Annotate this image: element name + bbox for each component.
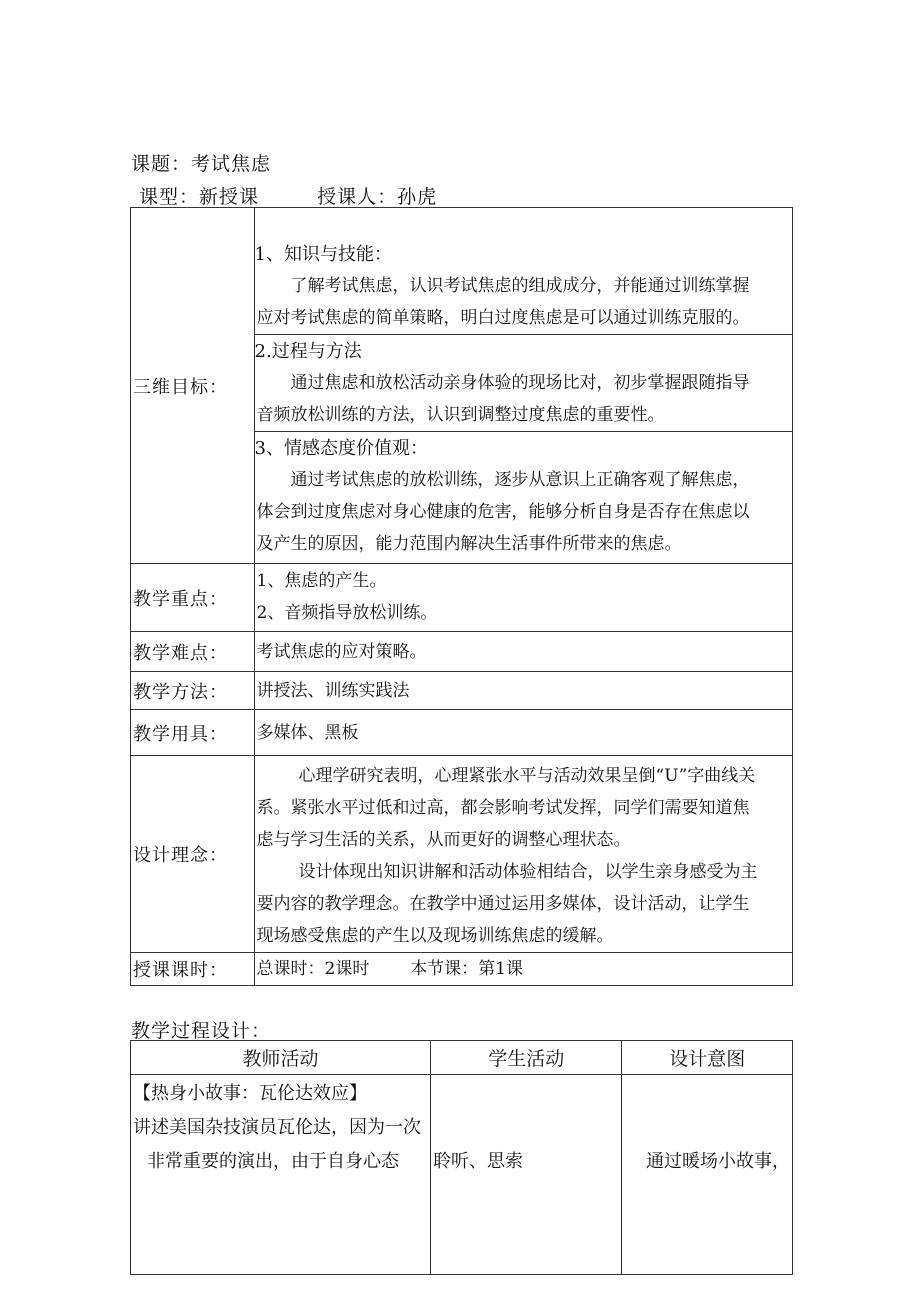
concept-cell: [254, 756, 792, 953]
goal3-line: 通过考试焦虑的放松训练，逐步从意识上正确客观了解焦虑，: [290, 470, 750, 490]
type-value: 新授课: [199, 186, 260, 208]
concept-line: 系。紧张水平过低和过高，都会影响考试发挥，同学们需要知道焦: [256, 798, 750, 818]
design-intent: 通过暖场小故事，: [622, 1075, 793, 1275]
teacher-activity-line: 非常重要的演出，由于自身心态: [147, 1151, 399, 1172]
goal1-line: 了解考试焦虑，认识考试焦虑的组成成分，并能通过训练掌握: [290, 276, 750, 296]
key-item: 2、音频指导放松训练。: [256, 603, 438, 623]
lesson-type-row: [139, 182, 437, 209]
goal3-cell: [254, 432, 792, 564]
topic-value: 考试焦虑: [191, 153, 272, 175]
goal2-line: 通过焦虑和放松活动亲身体验的现场比对，初步掌握跟随指导: [290, 373, 750, 393]
goal1-cell: [254, 208, 792, 335]
goal3-line: 体会到过度焦虑对身心健康的危害，能够分析自身是否存在焦虑以: [256, 502, 750, 522]
goals-label: 三维目标：: [131, 208, 255, 564]
concept-line: 虑与学习生活的关系，从而更好的调整心理状态。: [256, 830, 631, 850]
concept-line: 心理学研究表明，心理紧张水平与活动效果呈倒“U”字曲线关: [298, 766, 756, 786]
goal3-line: 及产生的原因，能力范围内解决生活事件所带来的焦虑。: [256, 534, 682, 554]
goal2-line: 音频放松训练的方法，认识到调整过度焦虑的重要性。: [256, 405, 665, 425]
goal1-title: 1、知识与技能：: [254, 244, 392, 265]
method-label: 教学方法：: [131, 672, 255, 710]
concept-line: 要内容的教学理念。在教学中通过运用多媒体，设计活动，让学生: [256, 894, 750, 914]
column-header-intent: 设计意图: [622, 1041, 793, 1075]
tools-label: 教学用具：: [131, 710, 255, 756]
teacher-activity-line: 讲述美国杂技演员瓦伦达，因为一次: [133, 1117, 421, 1138]
hours-cell: [254, 953, 792, 986]
type-label: 课型：: [139, 186, 200, 208]
difficulty-value: 考试焦虑的应对策略。: [254, 632, 792, 672]
goal2-cell: [254, 335, 792, 432]
teacher-value: 孙虎: [397, 186, 438, 208]
hours-total: 总课时：2课时: [256, 959, 370, 979]
process-title: 教学过程设计：: [131, 1020, 272, 1042]
key-cell: [254, 564, 792, 632]
key-label: 教学重点：: [131, 564, 255, 632]
concept-line: 设计体现出知识讲解和活动体验相结合，以学生亲身感受为主: [298, 862, 758, 882]
difficulty-label: 教学难点：: [131, 632, 255, 672]
column-header-student: 学生活动: [430, 1041, 621, 1075]
lesson-info-table: [130, 207, 793, 986]
table-row: [131, 1075, 431, 1275]
hours-label: 授课课时：: [131, 953, 255, 986]
goal3-title: 3、情感态度价值观：: [254, 438, 428, 459]
key-item: 1、焦虑的产生。: [256, 571, 387, 591]
student-activity: 聆听、思索: [430, 1075, 621, 1275]
tools-value: 多媒体、黑板: [254, 710, 792, 756]
method-value: 讲授法、训练实践法: [254, 672, 792, 710]
goal2-title: 2.过程与方法: [254, 341, 362, 362]
column-header-teacher: 教师活动: [131, 1041, 431, 1075]
teacher-label: 授课人：: [317, 186, 398, 208]
goal1-line: 应对考试焦虑的简单策略，明白过度焦虑是可以通过训练克服的。: [256, 308, 750, 328]
topic-label: 课题：: [131, 153, 192, 175]
teacher-activity-heading: 【热身小故事：瓦伦达效应】: [133, 1083, 367, 1104]
lesson-topic: [131, 149, 271, 176]
concept-line: 现场感受焦虑的产生以及现场训练焦虑的缓解。: [256, 926, 614, 946]
process-table: [130, 1040, 793, 1275]
hours-current: 本节课：第1课: [410, 959, 524, 979]
concept-label: 设计理念：: [131, 756, 255, 953]
